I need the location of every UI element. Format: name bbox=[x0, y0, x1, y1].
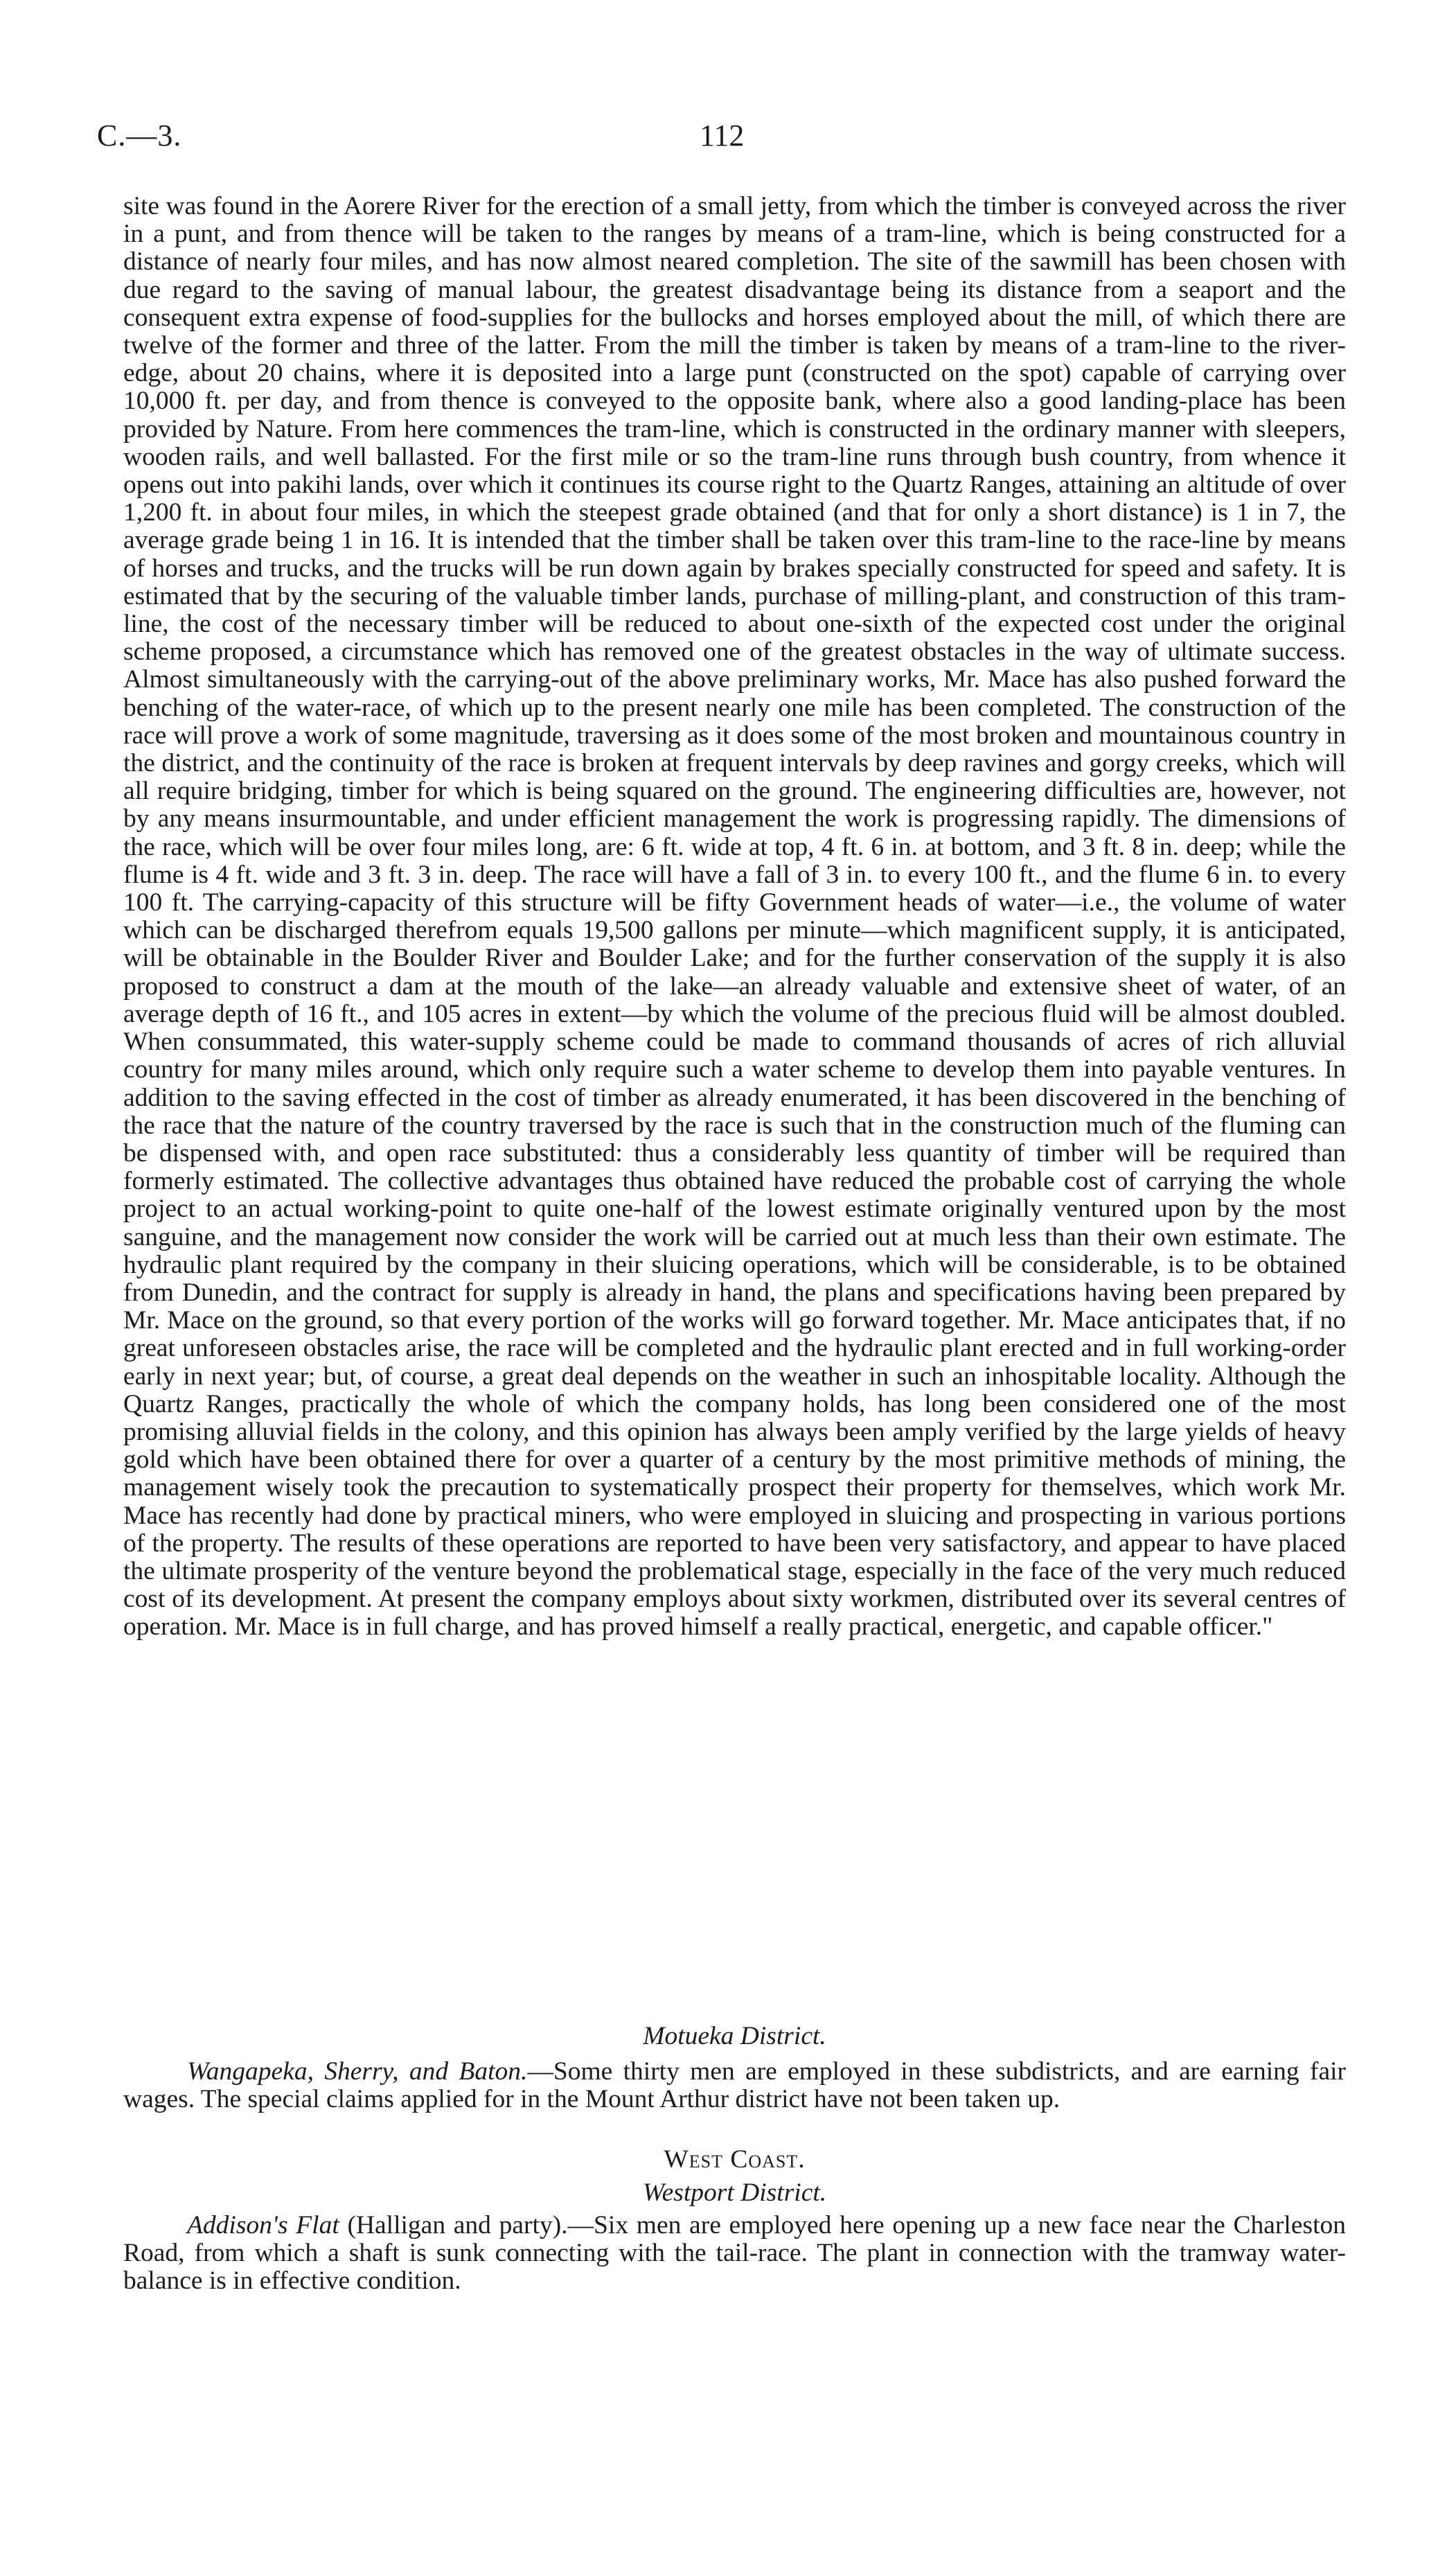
motueka-district-heading: Motueka District. bbox=[643, 2022, 826, 2050]
wangapeka-text: —Some thirty men are employed in these subdistricts, and are earning fair wages. The special claims applied for in the Mount Arthur district have not been taken up. bbox=[123, 2057, 1346, 2114]
addisons-flat-text: (Halligan and party).—Six men are employed here opening up a new face near the Charleston Road, from which a shaft is sunk connecting with the tail-race. The plant in connection with the tramway water-balance is in effective condition. bbox=[123, 2211, 1346, 2296]
westport-district-heading: Westport District. bbox=[642, 2179, 827, 2207]
addisons-flat-lead: Addison's Flat bbox=[187, 2211, 339, 2239]
continued-paragraph: site was found in the Aorere River for the erection of a small jetty, from which the timber is conveyed across the river in a punt, and from thence will be taken to the ranges by means of a tram-line, which is being constructed for a distance of nearly four miles, and has now almost neared completion. The site of the sawmill has been chosen with due regard to the saving of manual labour, the greatest disadvantage being its distance from a seaport and the consequent extra expense of food-supplies for the bullocks and horses employed about the mill, of which there are twelve of the former and three of the latter. From the mill the timber is taken by means of a tram-line to the river-edge, about 20 chains, where it is deposited into a large punt (constructed on the spot) capable of carrying over 10,000 ft. per day, and from thence is conveyed to the opposite bank, where also a good landing-place has been provided by Nature. From here commences the tram-line, which is constructed in the ordinary manner with sleepers, wooden rails, and well ballasted. For the first mile or so the tram-line runs through bush country, from whence it opens out into pakihi lands, over which it continues its course right to the Quartz Ranges, attaining an altitude of over 1,200 ft. in about four miles, in which the steepest grade obtained (and that for only a short distance) is 1 in 7, the average grade being 1 in 16. It is intended that the timber shall be taken over this tram-line to the race-line by means of horses and trucks, and the trucks will be run down again by brakes specially constructed for speed and safety. It is estimated that by the securing of the valuable timber lands, purchase of milling-plant, and construction of this tram-line, the cost of the necessary timber will be reduced to about one-sixth of the expected cost under the original scheme proposed, a circumstance which has removed one of the greatest obstacles in the way of ultimate success. Almost simultaneously with the carrying-out of the above preliminary works, Mr. Mace has also pushed forward the benching of the water-race, of which up to the present nearly one mile has been completed. The construction of the race will prove a work of some magnitude, traversing as it does some of the most broken and mountainous country in the district, and the continuity of the race is broken at frequent intervals by deep ravines and gorgy creeks, which will all require bridging, timber for which is being squared on the ground. The engineering difficulties are, however, not by any means insurmountable, and under efficient management the work is progressing rapidly. The dimensions of the race, which will be over four miles long, are: 6 ft. wide at top, 4 ft. 6 in. at bottom, and 3 ft. 8 in. deep; while the flume is 4 ft. wide and 3 ft. 3 in. deep. The race will have a fall of 3 in. to every 100 ft., and the flume 6 in. to every 100 ft. The carrying-capacity of this structure will be fifty Government heads of water—i.e., the volume of water which can be discharged therefrom equals 19,500 gallons per minute—which magnificent supply, it is anticipated, will be obtainable in the Boulder River and Boulder Lake; and for the further conservation of the supply it is also proposed to construct a dam at the mouth of the lake—an already valuable and extensive sheet of water, of an average depth of 16 ft., and 105 acres in extent—by which the volume of the precious fluid will be almost doubled. When consummated, this water-supply scheme could be made to command thousands of acres of rich alluvial country for many miles around, which only require such a water scheme to develop them into payable ventures. In addition to the saving effected in the cost of timber as already enumerated, it has been discovered in the benching of the race that the nature of the country traversed by the race is such that in the construction much of the fluming can be dispensed with, and open race substituted: thus a considerably less quantity of timber will be required than formerly estimated. The collective advantages thus obtained have reduced the probable cost of carrying the whole project to an actual working-point to quite one-half of the lowest estimate originally ventured upon by the most sanguine, and the management now consider the work will be carried out at much less than their own estimate. The hydraulic plant required by the company in their sluicing operations, which will be considerable, is to be obtained from Dunedin, and the contract for supply is already in hand, the plans and specifications having been prepared by Mr. Mace on the ground, so that every portion of the works will go forward together. Mr. Mace anticipates that, if no great unforeseen obstacles arise, the race will be completed and the hydraulic plant erected and in full working-order early in next year; but, of course, a great deal depends on the weather in such an inhospitable locality. Although the Quartz Ranges, practically the whole of which the company holds, has long been considered one of the most promising alluvial fields in the colony, and this opinion has always been amply verified by the large yields of heavy gold which have been obtained there for over a quarter of a century by the most primitive methods of mining, the management wisely took the precaution to systematically prospect their property for themselves, which work Mr. Mace has recently had done by practical miners, who were employed in sluicing and prospecting in various portions of the property. The results of these operations are reported to have been very satisfactory, and appear to have placed the ultimate prosperity of the venture beyond the problematical stage, especially in the face of the very much reduced cost of its development. At present the company employs about sixty workmen, distributed over its several centres of operation. Mr. Mace is in full charge, and has proved himself a really practical, energetic, and capable officer." bbox=[123, 192, 1346, 1642]
wangapeka-paragraph bbox=[123, 2058, 1346, 2113]
wangapeka-lead: Wangapeka, Sherry, and Baton. bbox=[187, 2057, 528, 2086]
main-body-text bbox=[123, 193, 1346, 1642]
report-reference: C.—3. bbox=[97, 118, 182, 152]
west-coast-heading: West Coast. bbox=[664, 2145, 806, 2174]
addisons-flat-paragraph bbox=[123, 2212, 1346, 2296]
page-number: 112 bbox=[700, 118, 745, 152]
